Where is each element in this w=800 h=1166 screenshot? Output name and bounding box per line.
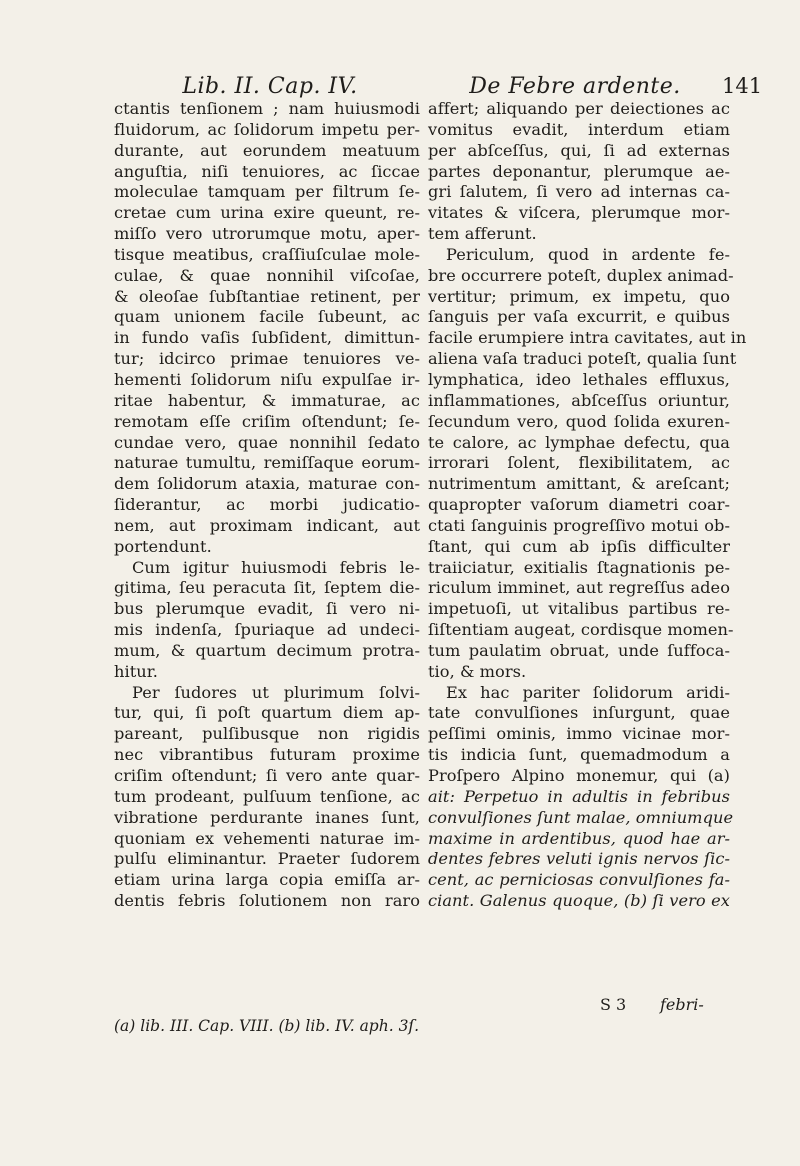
left-column (114, 99, 420, 912)
text-line: vitates & viſcera, plerumque mor- (428, 203, 730, 223)
text-line: gitima, ſeu peracuta ſit, ſeptem die- (114, 578, 420, 598)
text-line: te calore, ac lymphae defectu, qua (428, 432, 730, 452)
text-line: criſim oſtendunt; ſi vero ante quar- (114, 766, 420, 785)
text-line: bus plerumque evadit, ſi vero ni- (114, 599, 420, 619)
text-line: nutrimentum amittant, & areſcant; (428, 474, 730, 494)
text-line: hementi ſolidorum niſu expulſae ir- (114, 369, 420, 389)
text-line: ſanguis per vaſa excurrit, e quibus (428, 307, 730, 327)
text-line: dem ſolidorum ataxia, maturae con- (114, 474, 420, 494)
right-column (428, 99, 747, 912)
text-line: mis indenſa, ſpuriaque ad undeci- (114, 620, 420, 640)
text-line: dentes febres veluti ignis nervos ſic- (428, 849, 730, 869)
text-line: maxime in ardentibus, quod hae ar- (428, 828, 730, 848)
text-line: tum prodeant, pulſuum tenſione, ac (114, 786, 420, 806)
text-line: tur, qui, ſi poſt quartum diem ap- (114, 703, 420, 723)
text-line: tum paulatim obruat, unde ſuffoca- (428, 640, 730, 660)
text-line: tisque meatibus, craſſiuſculae mole- (114, 244, 420, 264)
text-line: tis indicia ſunt, quemadmodum a (428, 745, 730, 765)
text-line: aliena vaſa traduci poteſt, qualia ſunt (428, 349, 737, 369)
text-line: in fundo vaſis ſubſident, dimittun- (114, 328, 420, 348)
text-line: peſſimi ominis, immo vicinae mor- (428, 724, 730, 744)
text-line: dentis febris ſolutionem non raro (114, 891, 420, 911)
text-line: culae, & quae nonnihil viſcoſae, (114, 265, 420, 285)
text-line: per abſceſſus, qui, ſi ad externas (428, 140, 730, 160)
text-line: pareant, pulſibusque non rigidis (114, 724, 420, 744)
text-line: Per ſudores ut plurimum ſolvi- (132, 682, 420, 702)
text-line: tate convulſiones inſurgunt, quae (428, 703, 730, 723)
text-line: tio, & mors. (428, 661, 527, 681)
text-line: naturae tumultu, remiſſaque eorum- (114, 453, 420, 473)
text-line: moleculae tamquam per filtrum ſe- (114, 182, 420, 202)
text-line: partes deponantur, plerumque ae- (428, 161, 730, 181)
text-line: ctati ſanguinis progreſſivo motui ob- (428, 515, 730, 535)
text-line: anguſtia, niſi tenuiores, ac ſiccae (114, 161, 420, 181)
text-line: miſſo vero utrorumque motu, aper- (114, 224, 420, 244)
text-line: tur; idcirco primae tenuiores ve- (114, 349, 420, 369)
text-line: Ex hac pariter ſolidorum aridi- (446, 682, 730, 702)
text-line: etiam urina larga copia emiſſa ar- (114, 870, 420, 890)
text-line: Proſpero Alpino monemur, qui (a) (428, 766, 730, 785)
text-line: quapropter vaſorum diametri coar- (428, 495, 730, 515)
text-line: nec vibrantibus futuram proxime (114, 745, 420, 765)
text-line: pulſu eliminantur. Praeter ſudorem (114, 849, 420, 869)
text-line: gri ſalutem, ſi vero ad internas ca- (428, 182, 730, 202)
text-line: vomitus evadit, interdum etiam (428, 119, 730, 139)
text-line: Cum igitur huiusmodi febris le- (132, 557, 420, 577)
page-number: 141 (722, 74, 763, 98)
text-line: convulſiones ſunt malae, omniumque (428, 807, 734, 827)
text-line: vertitur; primum, ex impetu, quo (428, 286, 730, 306)
running-head-left: Lib. II. Cap. IV. (182, 74, 358, 99)
text-line: quam unionem facile ſubeunt, ac (114, 307, 420, 327)
footnote: (a) lib. III. Cap. VIII. (b) lib. IV. aph. 3ſ. (114, 1017, 420, 1035)
text-line: ſtant, qui cum ab ipſis difficulter (428, 536, 730, 556)
text-line: remotam eſſe criſim oſtendunt; ſe- (114, 411, 420, 431)
text-line: ſiderantur, ac morbi judicatio- (114, 495, 420, 515)
text-line: ritae habentur, & immaturae, ac (114, 390, 420, 410)
text-line: ctantis tenſionem ; nam huiusmodi (114, 99, 420, 118)
text-line: fluidorum, ac ſolidorum impetu per- (114, 119, 420, 139)
text-line: tem afferunt. (428, 224, 537, 244)
text-line: traiiciatur, exitialis ſtagnationis pe- (428, 557, 730, 577)
text-line: impetuoſi, ut vitalibus partibus re- (428, 599, 730, 619)
text-line: cretae cum urina exire queunt, re- (114, 203, 420, 223)
text-line: lymphatica, ideo lethales effluxus, (428, 369, 730, 389)
text-line: portendunt. (114, 536, 212, 556)
text-line: cundae vero, quae nonnihil ſedato (114, 432, 420, 452)
text-line: vibratione perdurante inanes ſunt, (114, 807, 420, 827)
text-line: nem, aut proximam indicant, aut (114, 515, 420, 535)
text-line: ſecundum vero, quod ſolida exuren- (428, 411, 730, 431)
text-line: affert; aliquando per deiectiones ac (428, 99, 730, 118)
text-line: ciant. Galenus quoque, (b) ſi vero ex (428, 891, 730, 911)
text-line: bre occurrere poteſt, duplex animad- (428, 265, 734, 285)
text-line: riculum imminet, aut regreſſus adeo (428, 578, 730, 598)
text-line: & oleoſae ſubſtantiae retinent, per (114, 286, 420, 306)
text-line: durante, aut eorundem meatuum (114, 140, 420, 160)
running-head-right: De Febre ardente. (469, 74, 681, 99)
text-line: Periculum, quod in ardente fe- (446, 244, 730, 264)
text-line: cent, ac perniciosas convulſiones fa- (428, 870, 730, 890)
text-line: ait: Perpetuo in adultis in febribus (428, 786, 730, 806)
catchword: febri- (660, 995, 704, 1014)
text-line: inflammationes, abſceſſus oriuntur, (428, 390, 730, 410)
text-line: facile erumpiere intra cavitates, aut in (428, 328, 747, 348)
text-line: quoniam ex vehementi naturae im- (114, 828, 420, 848)
text-line: irrorari ſolent, flexibilitatem, ac (428, 453, 730, 473)
text-line: ſiſtentiam augeat, cordisque momen- (428, 620, 734, 640)
signature-mark: S 3 (600, 995, 627, 1014)
text-line: hitur. (114, 661, 158, 681)
text-line: mum, & quartum decimum protra- (114, 640, 420, 660)
